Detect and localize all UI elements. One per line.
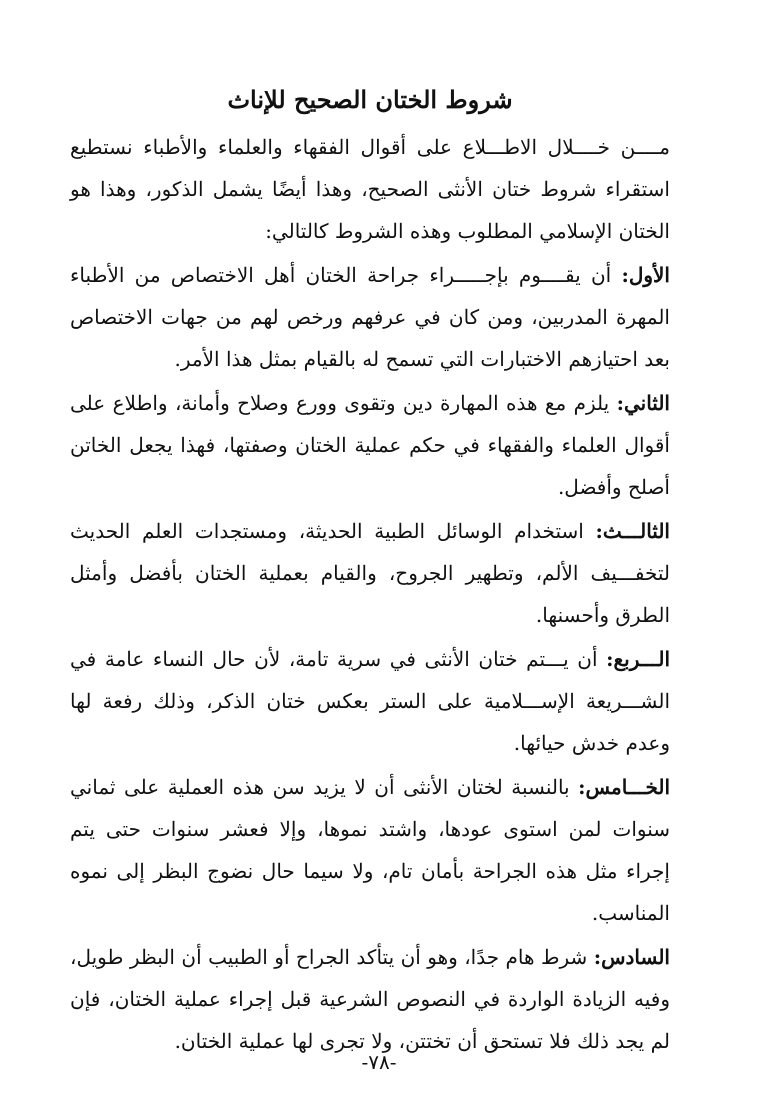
condition-text-5: بالنسبة لختان الأنثى أن لا يزيد سن هذه العملية على ثماني سنوات لمن استوى عودها، واشتد نموها، وإلا فعشر سنوات حتى يتم إجراء مثل هذه الجراحة بأمان تام، ولا سيما حال نضوج البظر إلى نموه المناسب.: [70, 775, 670, 925]
page-number: -٧٨-: [361, 1050, 397, 1074]
page-title: شروط الختان الصحيح للإناث: [227, 85, 513, 114]
condition-label-4: الـــربع:: [606, 647, 670, 671]
condition-label-1: الأول:: [621, 263, 670, 287]
condition-paragraph-2: [70, 382, 670, 508]
condition-label-5: الخـــامس:: [578, 775, 670, 799]
condition-text-2: يلزم مع هذه المهارة دين وتقوى وورع وصلاح وأمانة، واطلاع على أقوال العلماء والفقهاء في حكم عملية الختان وصفتها، فهذا يجعل الخاتن أصلح وأفضل.: [70, 391, 670, 499]
condition-label-3: الثالـــث:: [595, 519, 670, 543]
condition-paragraph-6: [70, 936, 670, 1062]
condition-paragraph-1: [70, 254, 670, 380]
condition-paragraph-3: [70, 510, 670, 636]
document-page: [70, 78, 670, 1062]
condition-label-2: الثاني:: [616, 391, 670, 415]
condition-text-4: أن يـــتم ختان الأنثى في سرية تامة، لأن حال النساء عامة في الشـــريعة الإســـلامية على الستر بعكس ختان الذكر، وذلك رفعة لها وعدم خدش حيائها.: [70, 647, 670, 755]
condition-paragraph-5: [70, 766, 670, 934]
condition-label-6: السادس:: [593, 945, 670, 969]
condition-text-1: أن يقــــوم بإجـــــراء جراحة الختان أهل الاختصاص من الأطباء المهرة المدربين، ومن كان في عرفهم ورخص لهم من جهات الاختصاص بعد احتيازهم الاختبارات التي تسمح له بالقيام بمثل هذا الأمر.: [70, 263, 670, 371]
condition-text-3: استخدام الوسائل الطبية الحديثة، ومستجدات العلم الحديث لتخفـــيف الألم، وتطهير الجروح، والقيام بعملية الختان بأفضل وأمثل الطرق وأحسنها.: [70, 519, 670, 627]
condition-paragraph-4: [70, 638, 670, 764]
intro-paragraph: مــــن خــــلال الاطـــلاع على أقوال الفقهاء والعلماء والأطباء نستطيع استقراء شروط ختان الأنثى الصحيح، وهذا أيضًا يشمل الذكور، وهذا هو الختان الإسلامي المطلوب وهذه الشروط كالتالي:: [70, 135, 670, 243]
condition-text-6: شرط هام جدًا، وهو أن يتأكد الجراح أو الطبيب أن البظر طويل، وفيه الزيادة الواردة في النصوص الشرعية قبل إجراء عملية الختان، فإن لم يجد ذلك فلا تستحق أن تختتن، ولا تجرى لها عملية الختان.: [70, 945, 670, 1053]
